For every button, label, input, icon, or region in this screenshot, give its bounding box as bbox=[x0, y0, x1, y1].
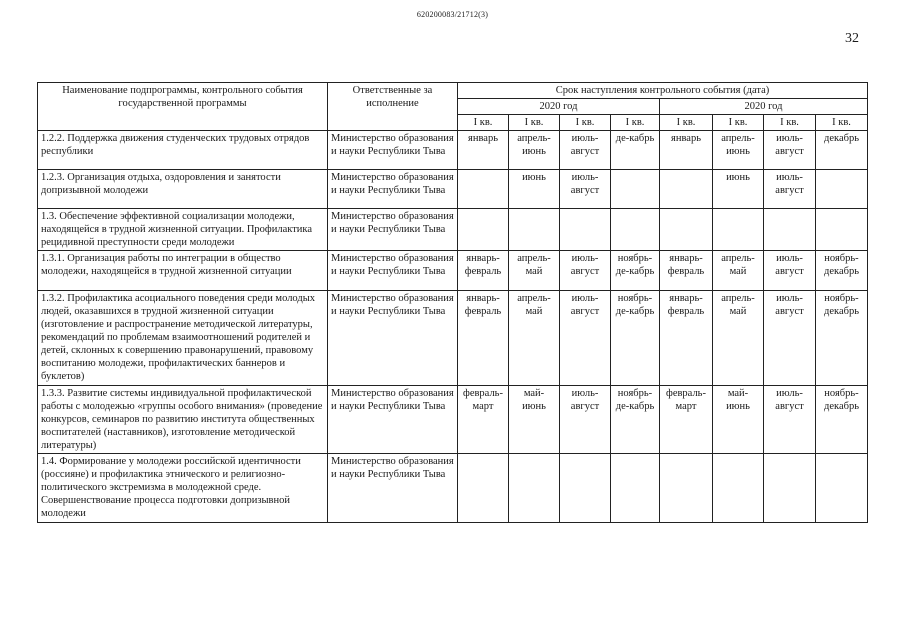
header-quarter: I кв. bbox=[560, 115, 611, 131]
table-row bbox=[38, 131, 868, 170]
quarter-date bbox=[509, 209, 560, 251]
quarter-date bbox=[458, 170, 509, 209]
event-name: 1.3.3. Развитие системы индивидуальной профилактической работы с молодежью «группы особого внимания» (проведение конкурсов, семинаров по развитию института общественных воспитателей (наставников), изготовление методической литературы) bbox=[38, 386, 328, 454]
quarter-date bbox=[713, 209, 764, 251]
quarter-date bbox=[611, 454, 660, 523]
quarter-date: февраль-март bbox=[660, 386, 713, 454]
quarter-date: апрель-май bbox=[713, 251, 764, 291]
header-quarter: I кв. bbox=[509, 115, 560, 131]
quarter-date bbox=[764, 209, 816, 251]
table-row bbox=[38, 170, 868, 209]
header-year-1: 2020 год bbox=[458, 99, 660, 115]
quarter-date bbox=[509, 454, 560, 523]
quarter-date: апрель-июнь bbox=[713, 131, 764, 170]
quarter-date: июнь bbox=[509, 170, 560, 209]
event-name: 1.2.2. Поддержка движения студенческих трудовых отрядов республики bbox=[38, 131, 328, 170]
responsible-org: Министерство образования и науки Республики Тыва bbox=[328, 170, 458, 209]
quarter-date bbox=[660, 209, 713, 251]
quarter-date: июль-август bbox=[560, 131, 611, 170]
quarter-date: ноябрь-де-кабрь bbox=[611, 386, 660, 454]
quarter-date: июль-август bbox=[560, 291, 611, 386]
control-events-table bbox=[37, 82, 868, 523]
quarter-date: июль-август bbox=[560, 170, 611, 209]
document-id: 620200083/21712(3) bbox=[416, 10, 489, 19]
table-row bbox=[38, 209, 868, 251]
header-responsible-column: Ответственные за исполнение bbox=[328, 83, 458, 131]
responsible-org: Министерство образования и науки Республики Тыва bbox=[328, 291, 458, 386]
quarter-date bbox=[816, 454, 868, 523]
table-row bbox=[38, 386, 868, 454]
table-row bbox=[38, 251, 868, 291]
quarter-date bbox=[458, 209, 509, 251]
quarter-date: де-кабрь bbox=[611, 131, 660, 170]
responsible-org: Министерство образования и науки Республики Тыва bbox=[328, 209, 458, 251]
header-quarter: I кв. bbox=[713, 115, 764, 131]
event-name: 1.3.1. Организация работы по интеграции в общество молодежи, находящейся в трудной жизненной ситуации bbox=[38, 251, 328, 291]
quarter-date: январь bbox=[660, 131, 713, 170]
event-name: 1.4. Формирование у молодежи российской идентичности (россияне) и профилактика этнического и религиозно-политического экстремизма в молодежной среде. Совершенствование процесса подготовки допризывной молодежи bbox=[38, 454, 328, 523]
quarter-date: июль-август bbox=[764, 131, 816, 170]
header-quarter: I кв. bbox=[611, 115, 660, 131]
quarter-date: июль-август bbox=[764, 386, 816, 454]
quarter-date bbox=[458, 454, 509, 523]
quarter-date: январь bbox=[458, 131, 509, 170]
quarter-date: декабрь bbox=[816, 131, 868, 170]
header-quarter: I кв. bbox=[816, 115, 868, 131]
quarter-date bbox=[560, 209, 611, 251]
responsible-org: Министерство образования и науки Республики Тыва bbox=[328, 131, 458, 170]
quarter-date: июнь bbox=[713, 170, 764, 209]
quarter-date: ноябрь-декабрь bbox=[816, 291, 868, 386]
responsible-org: Министерство образования и науки Республики Тыва bbox=[328, 454, 458, 523]
event-name: 1.3.2. Профилактика асоциального поведения среди молодых людей, оказавшихся в трудной жизненной ситуации (изготовление и распространение методической литературы, рекомендаций по проблемам взаимоотношений родителей и детей, склонных к совершению правонарушений, правовому воспитанию молодежи, профилактических баннеров и буклетов) bbox=[38, 291, 328, 386]
quarter-date: апрель-июнь bbox=[509, 131, 560, 170]
quarter-date bbox=[816, 209, 868, 251]
quarter-date bbox=[816, 170, 868, 209]
header-year-2: 2020 год bbox=[660, 99, 868, 115]
header-quarter: I кв. bbox=[660, 115, 713, 131]
quarter-date bbox=[611, 170, 660, 209]
quarter-date: май-июнь bbox=[509, 386, 560, 454]
table-row bbox=[38, 454, 868, 523]
quarter-date: июль-август bbox=[764, 170, 816, 209]
quarter-date: февраль-март bbox=[458, 386, 509, 454]
quarter-date: май-июнь bbox=[713, 386, 764, 454]
quarter-date bbox=[660, 170, 713, 209]
quarter-date: январь-февраль bbox=[458, 291, 509, 386]
quarter-date bbox=[660, 454, 713, 523]
quarter-date bbox=[713, 454, 764, 523]
event-name: 1.3. Обеспечение эффективной социализации молодежи, находящейся в трудной жизненной ситуации. Профилактика рецидивной преступности среди молодежи bbox=[38, 209, 328, 251]
quarter-date bbox=[560, 454, 611, 523]
quarter-date: апрель-май bbox=[713, 291, 764, 386]
quarter-date: июль-август bbox=[560, 386, 611, 454]
quarter-date: апрель-май bbox=[509, 251, 560, 291]
quarter-date: июль-август bbox=[764, 291, 816, 386]
event-name: 1.2.3. Организация отдыха, оздоровления и занятости допризывной молодежи bbox=[38, 170, 328, 209]
quarter-date: июль-август bbox=[560, 251, 611, 291]
quarter-date: январь-февраль bbox=[660, 291, 713, 386]
page-number: 32 bbox=[845, 31, 859, 46]
quarter-date: ноябрь-декабрь bbox=[816, 386, 868, 454]
table-row bbox=[38, 291, 868, 386]
header-quarter: I кв. bbox=[458, 115, 509, 131]
quarter-date: ноябрь-де-кабрь bbox=[611, 251, 660, 291]
responsible-org: Министерство образования и науки Республики Тыва bbox=[328, 251, 458, 291]
quarter-date bbox=[611, 209, 660, 251]
header-deadline-column: Срок наступления контрольного события (дата) bbox=[458, 83, 868, 99]
header-name-column: Наименование подпрограммы, контрольного события государственной программы bbox=[38, 83, 328, 131]
header-quarter: I кв. bbox=[764, 115, 816, 131]
quarter-date: июль-август bbox=[764, 251, 816, 291]
quarter-date: январь-февраль bbox=[458, 251, 509, 291]
quarter-date bbox=[764, 454, 816, 523]
quarter-date: ноябрь-де-кабрь bbox=[611, 291, 660, 386]
responsible-org: Министерство образования и науки Республики Тыва bbox=[328, 386, 458, 454]
quarter-date: ноябрь-декабрь bbox=[816, 251, 868, 291]
quarter-date: январь-февраль bbox=[660, 251, 713, 291]
quarter-date: апрель-май bbox=[509, 291, 560, 386]
